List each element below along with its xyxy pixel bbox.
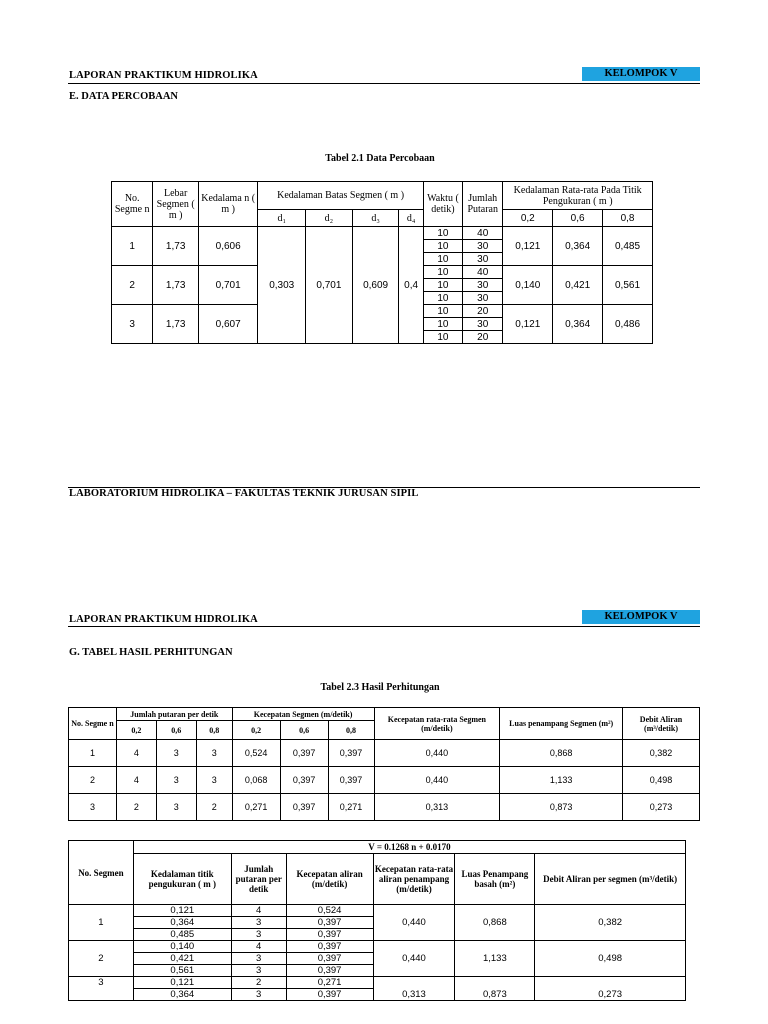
cell-putaran: 30 bbox=[463, 253, 503, 266]
table-row bbox=[69, 740, 700, 767]
cell-kec-rata: 0,440 bbox=[373, 941, 455, 977]
cell-debit: 0,382 bbox=[535, 905, 686, 941]
cell-no: 3 bbox=[69, 977, 134, 1001]
cell-debit: 0,498 bbox=[623, 767, 700, 794]
cell-jumlah: 3 bbox=[231, 989, 286, 1001]
cell-debit: 0,273 bbox=[623, 794, 700, 821]
col-kedalaman-rata-rata: Kedalaman Rata-rata Pada Titik Pengukuran ( m ) bbox=[503, 182, 653, 210]
table-debit-aliran-per-segmen bbox=[68, 840, 686, 1001]
col-d3: d₃ bbox=[352, 210, 399, 227]
cell-luas: 0,873 bbox=[500, 794, 623, 821]
t3-col-luas-penampang: Luas penampang Segmen (m²) bbox=[500, 708, 623, 740]
cell-kedalaman: 0,561 bbox=[133, 965, 231, 977]
col-point-0-2: 0,2 bbox=[503, 210, 553, 227]
t3-col-k-0-6: 0,6 bbox=[280, 721, 328, 740]
cell-debit: 0,273 bbox=[535, 977, 686, 1001]
cell-waktu: 10 bbox=[423, 266, 462, 279]
cell-kecepatan: 0,271 bbox=[286, 977, 373, 989]
table-row bbox=[69, 905, 686, 917]
cell-kedalaman: 0,364 bbox=[133, 917, 231, 929]
t3-col-kecepatan-segmen: Kecepatan Segmen (m/detik) bbox=[232, 708, 374, 721]
t3-col-j-0-8: 0,8 bbox=[196, 721, 232, 740]
cell-kecepatan: 0,397 bbox=[286, 929, 373, 941]
cell-no: 2 bbox=[112, 266, 153, 305]
t3-col-j-0-6: 0,6 bbox=[156, 721, 196, 740]
t4-col-kedalaman-titik: Kedalaman titik pengukuran ( m ) bbox=[133, 854, 231, 905]
cell-k3: 0,397 bbox=[328, 740, 374, 767]
cell-k2: 0,397 bbox=[280, 740, 328, 767]
cell-kec-rata: 0,440 bbox=[373, 905, 455, 941]
t3-col-j-0-2: 0,2 bbox=[116, 721, 156, 740]
cell-putaran: 40 bbox=[463, 227, 503, 240]
cell-putaran: 40 bbox=[463, 266, 503, 279]
t4-formula: V = 0.1268 n + 0.0170 bbox=[133, 841, 685, 854]
col-no-segmen: No. Segme n bbox=[112, 182, 153, 227]
cell-no: 1 bbox=[69, 740, 117, 767]
col-lebar-segmen: Lebar Segmen ( m ) bbox=[153, 182, 199, 227]
cell-j1: 4 bbox=[116, 740, 156, 767]
cell-putaran: 30 bbox=[463, 240, 503, 253]
col-kedalaman-batas-segmen: Kedalaman Batas Segmen ( m ) bbox=[258, 182, 423, 210]
cell-kec-rata: 0,313 bbox=[373, 977, 455, 1001]
table-row bbox=[69, 767, 700, 794]
t4-col-debit-aliran: Debit Aliran per segmen (m³/detik) bbox=[535, 854, 686, 905]
cell-j1: 2 bbox=[116, 794, 156, 821]
cell-kecepatan: 0,397 bbox=[286, 989, 373, 1001]
cell-jumlah: 3 bbox=[231, 953, 286, 965]
cell-putaran: 30 bbox=[463, 292, 503, 305]
cell-kedalaman: 0,421 bbox=[133, 953, 231, 965]
cell-no: 2 bbox=[69, 941, 134, 977]
cell-putaran: 20 bbox=[463, 331, 503, 344]
table-row bbox=[69, 977, 686, 989]
page1-group-badge: KELOMPOK V bbox=[582, 67, 700, 81]
cell-luas: 0,868 bbox=[455, 905, 535, 941]
t3-col-kecepatan-rata-rata: Kecepatan rata-rata Segmen (m/detik) bbox=[374, 708, 500, 740]
cell-k2: 0,397 bbox=[280, 794, 328, 821]
col-kedalaman: Kedalama n ( m ) bbox=[198, 182, 257, 227]
page1-header-title: LAPORAN PRAKTIKUM HIDROLIKA bbox=[69, 70, 258, 81]
cell-j3: 3 bbox=[196, 767, 232, 794]
cell-kecepatan: 0,397 bbox=[286, 941, 373, 953]
page2-section-title: G. TABEL HASIL PERHITUNGAN bbox=[69, 647, 233, 658]
page1-section-title: E. DATA PERCOBAAN bbox=[69, 91, 178, 102]
cell-no: 1 bbox=[112, 227, 153, 266]
cell-kedalaman: 0,607 bbox=[198, 305, 257, 344]
table-row bbox=[69, 794, 700, 821]
cell-rata-0-8: 0,486 bbox=[603, 305, 653, 344]
table-row bbox=[69, 941, 686, 953]
cell-waktu: 10 bbox=[423, 227, 462, 240]
col-jumlah-putaran: Jumlah Putaran bbox=[463, 182, 503, 227]
cell-kedalaman: 0,606 bbox=[198, 227, 257, 266]
page1-header-rule bbox=[68, 83, 700, 84]
page2-header-rule bbox=[68, 626, 700, 627]
cell-no: 2 bbox=[69, 767, 117, 794]
col-waktu: Waktu ( detik) bbox=[423, 182, 462, 227]
cell-k1: 0,271 bbox=[232, 794, 280, 821]
cell-kedalaman: 0,701 bbox=[198, 266, 257, 305]
cell-putaran: 20 bbox=[463, 305, 503, 318]
cell-waktu: 10 bbox=[423, 331, 462, 344]
cell-lebar: 1,73 bbox=[153, 266, 199, 305]
cell-waktu: 10 bbox=[423, 292, 462, 305]
cell-lebar: 1,73 bbox=[153, 305, 199, 344]
t4-col-luas-penampang: Luas Penampang basah (m²) bbox=[455, 854, 535, 905]
t3-col-jumlah-putaran: Jumlah putaran per detik bbox=[116, 708, 232, 721]
page2-group-badge: KELOMPOK V bbox=[582, 610, 700, 624]
cell-lebar: 1,73 bbox=[153, 227, 199, 266]
cell-k3: 0,397 bbox=[328, 767, 374, 794]
col-point-0-8: 0,8 bbox=[603, 210, 653, 227]
t3-col-debit-aliran: Debit Aliran (m³/detik) bbox=[623, 708, 700, 740]
t3-col-k-0-8: 0,8 bbox=[328, 721, 374, 740]
cell-jumlah: 3 bbox=[231, 929, 286, 941]
cell-d2: 0,701 bbox=[306, 227, 353, 344]
cell-luas: 1,133 bbox=[500, 767, 623, 794]
cell-luas: 1,133 bbox=[455, 941, 535, 977]
cell-jumlah: 3 bbox=[231, 917, 286, 929]
cell-kec-rata: 0,440 bbox=[374, 740, 500, 767]
cell-jumlah: 4 bbox=[231, 905, 286, 917]
cell-d3: 0,609 bbox=[352, 227, 399, 344]
cell-kec-rata: 0,440 bbox=[374, 767, 500, 794]
cell-kedalaman: 0,121 bbox=[133, 977, 231, 989]
table-2-3-hasil-perhitungan bbox=[68, 707, 700, 821]
t4-col-kecepatan-aliran: Kecepatan aliran (m/detik) bbox=[286, 854, 373, 905]
cell-jumlah: 2 bbox=[231, 977, 286, 989]
table-row bbox=[112, 227, 653, 240]
cell-no: 3 bbox=[112, 305, 153, 344]
cell-rata-0-6: 0,421 bbox=[553, 266, 603, 305]
cell-d4: 0,4 bbox=[399, 227, 423, 344]
t4-col-kecepatan-rata-rata: Kecepatan rata-rata aliran penampang (m/detik) bbox=[373, 854, 455, 905]
cell-kedalaman: 0,485 bbox=[133, 929, 231, 941]
cell-rata-0-8: 0,485 bbox=[603, 227, 653, 266]
table-2-1-data-percobaan bbox=[111, 181, 653, 344]
cell-kecepatan: 0,524 bbox=[286, 905, 373, 917]
cell-kedalaman: 0,121 bbox=[133, 905, 231, 917]
cell-j1: 4 bbox=[116, 767, 156, 794]
col-d4: d₄ bbox=[399, 210, 423, 227]
cell-kecepatan: 0,397 bbox=[286, 917, 373, 929]
cell-kecepatan: 0,397 bbox=[286, 965, 373, 977]
cell-jumlah: 3 bbox=[231, 965, 286, 977]
cell-kedalaman: 0,140 bbox=[133, 941, 231, 953]
cell-luas: 0,868 bbox=[500, 740, 623, 767]
cell-j2: 3 bbox=[156, 740, 196, 767]
cell-waktu: 10 bbox=[423, 279, 462, 292]
page1-footer-text: LABORATORIUM HIDROLIKA – FAKULTAS TEKNIK JURUSAN SIPIL bbox=[69, 488, 419, 499]
cell-waktu: 10 bbox=[423, 305, 462, 318]
t4-col-jumlah-putaran: Jumlah putaran per detik bbox=[231, 854, 286, 905]
t3-col-no: No. Segme n bbox=[69, 708, 117, 740]
cell-rata-0-2: 0,121 bbox=[503, 305, 553, 344]
cell-rata-0-6: 0,364 bbox=[553, 305, 603, 344]
table-2-3-caption: Tabel 2.3 Hasil Perhitungan bbox=[320, 682, 440, 693]
cell-rata-0-8: 0,561 bbox=[603, 266, 653, 305]
cell-kedalaman: 0,364 bbox=[133, 989, 231, 1001]
cell-j2: 3 bbox=[156, 767, 196, 794]
cell-j3: 2 bbox=[196, 794, 232, 821]
table-2-1-caption: Tabel 2.1 Data Percobaan bbox=[325, 153, 435, 164]
cell-j3: 3 bbox=[196, 740, 232, 767]
cell-waktu: 10 bbox=[423, 240, 462, 253]
cell-debit: 0,382 bbox=[623, 740, 700, 767]
cell-k1: 0,068 bbox=[232, 767, 280, 794]
cell-putaran: 30 bbox=[463, 318, 503, 331]
col-d2: d₂ bbox=[306, 210, 353, 227]
t4-col-no-segmen: No. Segmen bbox=[69, 841, 134, 905]
col-point-0-6: 0,6 bbox=[553, 210, 603, 227]
cell-no: 3 bbox=[69, 794, 117, 821]
cell-rata-0-6: 0,364 bbox=[553, 227, 603, 266]
cell-k3: 0,271 bbox=[328, 794, 374, 821]
page2-header-title: LAPORAN PRAKTIKUM HIDROLIKA bbox=[69, 614, 258, 625]
cell-no: 1 bbox=[69, 905, 134, 941]
cell-putaran: 30 bbox=[463, 279, 503, 292]
cell-j2: 3 bbox=[156, 794, 196, 821]
cell-jumlah: 4 bbox=[231, 941, 286, 953]
cell-kec-rata: 0,313 bbox=[374, 794, 500, 821]
cell-kecepatan: 0,397 bbox=[286, 953, 373, 965]
cell-rata-0-2: 0,140 bbox=[503, 266, 553, 305]
cell-debit: 0,498 bbox=[535, 941, 686, 977]
cell-waktu: 10 bbox=[423, 253, 462, 266]
cell-rata-0-2: 0,121 bbox=[503, 227, 553, 266]
cell-k1: 0,524 bbox=[232, 740, 280, 767]
cell-waktu: 10 bbox=[423, 318, 462, 331]
cell-d1: 0,303 bbox=[258, 227, 306, 344]
col-d1: d₁ bbox=[258, 210, 306, 227]
t3-col-k-0-2: 0,2 bbox=[232, 721, 280, 740]
cell-k2: 0,397 bbox=[280, 767, 328, 794]
cell-luas: 0,873 bbox=[455, 977, 535, 1001]
